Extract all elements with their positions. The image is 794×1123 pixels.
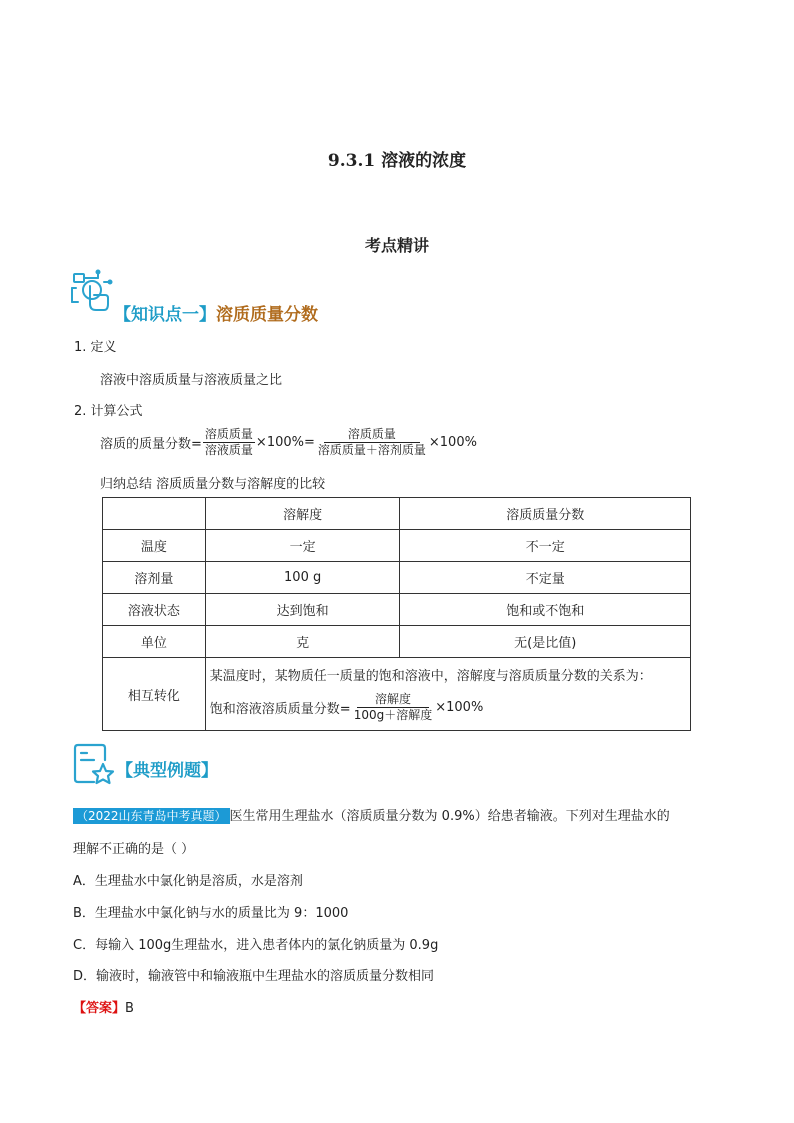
fraction-1-denominator: 溶液质量 [204, 443, 253, 457]
section-subtitle: 考点精讲 [364, 236, 429, 255]
table-cell: 100 g [205, 562, 400, 594]
conversion-prefix: 饱和溶液溶质质量分数= [209, 702, 351, 717]
table-row-label: 温度 [103, 530, 206, 562]
table-row [103, 594, 691, 626]
table-header-cell: 溶解度 [205, 498, 400, 530]
option-c: C．每输入 100g生理盐水，进入患者体内的氯化钠质量为 0.9g [73, 938, 439, 953]
star-document-icon [72, 742, 116, 788]
table-row-label: 单位 [103, 626, 206, 658]
conversion-formula [210, 692, 686, 723]
mass-fraction-formula [100, 427, 477, 458]
table-row [103, 626, 691, 658]
table-header-cell: 溶质质量分数 [400, 498, 691, 530]
option-d: D．输液时，输液管中和输液瓶中生理盐水的溶质质量分数相同 [73, 969, 435, 984]
answer-value: B [125, 1001, 134, 1016]
conversion-suffix: ×100% [435, 700, 484, 715]
table-cell: 达到饱和 [205, 594, 400, 626]
document-title: 9.3.1 溶液的浓度 [327, 151, 467, 171]
answer-label: 【答案】 [73, 1001, 126, 1016]
section-knowledge-point-1 [114, 300, 318, 325]
question-stem-line-1: 医生常用生理盐水（溶质质量分数为 0.9%）给患者输液。下列对生理盐水的 [229, 809, 670, 824]
conversion-cell [205, 658, 690, 731]
conversion-fraction [352, 692, 435, 723]
fraction-2-numerator: 溶质质量 [324, 427, 420, 443]
answer-line [73, 997, 134, 1016]
option-b: B．生理盐水中氯化钠与水的质量比为 9：1000 [73, 906, 349, 921]
summary-caption: 归纳总结 溶质质量分数与溶解度的比较 [100, 477, 326, 492]
table-cell [103, 498, 206, 530]
option-a: A．生理盐水中氯化钠是溶质，水是溶剂 [73, 874, 303, 889]
conversion-line-1: 某温度时，某物质任一质量的饱和溶液中，溶解度与溶质质量分数的关系为： [209, 669, 652, 684]
section-bracket: 【典型例题】 [116, 761, 218, 781]
comparison-table [102, 497, 691, 731]
formula-multiplier-1: ×100%= [255, 435, 315, 450]
formula-lhs: 溶质的质量分数= [100, 437, 202, 452]
definition-heading: 1. 定义 [74, 340, 117, 355]
question-stem-line-2: 理解不正确的是（ ） [73, 842, 195, 857]
table-cell: 饱和或不饱和 [400, 594, 691, 626]
section-typical-examples [116, 756, 218, 781]
table-row [103, 530, 691, 562]
table-header-row [103, 498, 691, 530]
table-cell: 不定量 [400, 562, 691, 594]
table-cell: 克 [205, 626, 400, 658]
table-row [103, 562, 691, 594]
table-cell: 一定 [205, 530, 400, 562]
fraction-1-numerator: 溶质质量 [204, 427, 253, 441]
table-row-label: 相互转化 [103, 658, 206, 731]
conversion-numerator: 溶解度 [357, 692, 429, 708]
fraction-2-denominator: 溶质质量＋溶剂质量 [317, 443, 426, 457]
table-cell: 不一定 [400, 530, 691, 562]
source-tag: （2022山东青岛中考真题） [73, 808, 230, 824]
section-bracket: 【知识点一】 [114, 305, 216, 325]
formula-heading: 2. 计算公式 [74, 404, 143, 419]
table-row-label: 溶剂量 [103, 562, 206, 594]
formula-multiplier-2: ×100% [428, 435, 477, 450]
section-title: 溶质质量分数 [216, 305, 318, 325]
conversion-denominator: 100g＋溶解度 [353, 708, 433, 722]
table-row-conversion [103, 658, 691, 731]
fraction-1 [203, 427, 255, 458]
question-stem [73, 806, 723, 827]
touch-knowledge-icon [68, 268, 116, 316]
fraction-2 [316, 427, 428, 458]
table-cell: 无(是比值) [400, 626, 691, 658]
definition-body: 溶液中溶质质量与溶液质量之比 [100, 373, 283, 388]
table-row-label: 溶液状态 [103, 594, 206, 626]
